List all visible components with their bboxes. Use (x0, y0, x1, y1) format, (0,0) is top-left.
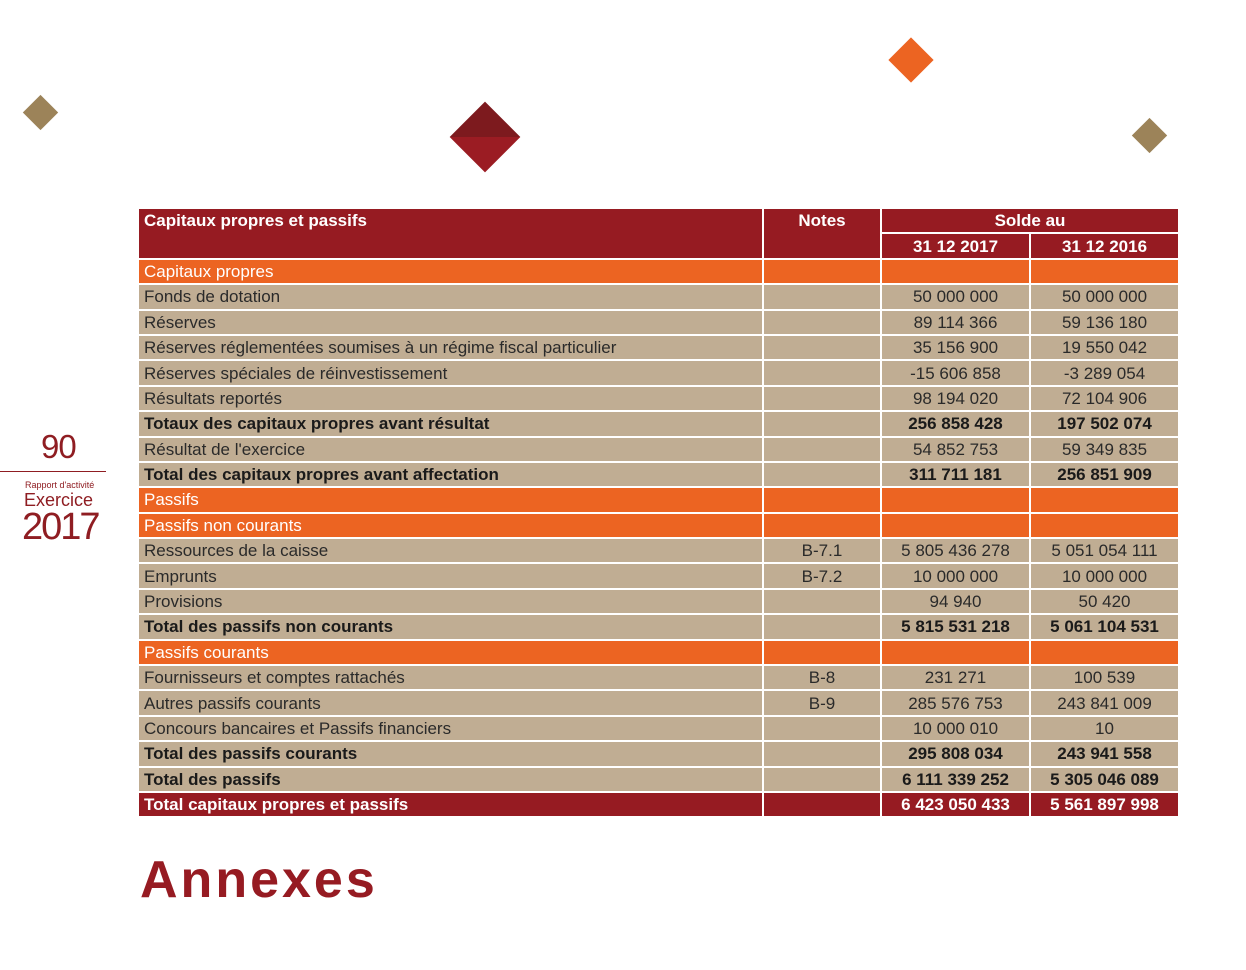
row-value-2017 (881, 487, 1030, 512)
page-number: 90 (41, 428, 76, 465)
row-value-2016: 256 851 909 (1030, 462, 1179, 487)
row-label: Total capitaux propres et passifs (138, 792, 763, 817)
row-value-2017: 10 000 010 (881, 716, 1030, 741)
table-row (138, 767, 1179, 792)
row-value-2016: 243 841 009 (1030, 690, 1179, 715)
row-value-2016: 10 000 000 (1030, 563, 1179, 588)
table-header-row (138, 208, 1179, 233)
row-value-2016: 5 061 104 531 (1030, 614, 1179, 639)
table-row (138, 741, 1179, 766)
row-value-2016: 59 136 180 (1030, 310, 1179, 335)
row-value-2017: 256 858 428 (881, 411, 1030, 436)
row-label: Emprunts (138, 563, 763, 588)
table-row (138, 513, 1179, 538)
row-value-2016: 72 104 906 (1030, 386, 1179, 411)
row-value-2017: 311 711 181 (881, 462, 1030, 487)
row-label: Totaux des capitaux propres avant résultat (138, 411, 763, 436)
row-label: Résultats reportés (138, 386, 763, 411)
row-value-2016: -3 289 054 (1030, 360, 1179, 385)
row-note (763, 437, 881, 462)
row-label: Concours bancaires et Passifs financiers (138, 716, 763, 741)
row-value-2017: 94 940 (881, 589, 1030, 614)
row-value-2017 (881, 640, 1030, 665)
header-2017: 31 12 2017 (881, 233, 1030, 258)
table-row (138, 563, 1179, 588)
row-value-2016: 5 561 897 998 (1030, 792, 1179, 817)
row-value-2017: 6 423 050 433 (881, 792, 1030, 817)
row-value-2017: 285 576 753 (881, 690, 1030, 715)
row-note (763, 259, 881, 284)
row-value-2016: 5 051 054 111 (1030, 538, 1179, 563)
row-value-2016 (1030, 259, 1179, 284)
decorative-diamond-orange (888, 37, 933, 82)
row-value-2016 (1030, 487, 1179, 512)
row-value-2017 (881, 259, 1030, 284)
row-value-2016: 10 (1030, 716, 1179, 741)
decorative-diamond-red (450, 102, 521, 173)
row-value-2017: 54 852 753 (881, 437, 1030, 462)
table-row (138, 360, 1179, 385)
rapport-label: Rapport d'activité (25, 480, 95, 490)
row-value-2016: 19 550 042 (1030, 335, 1179, 360)
row-note: B-7.1 (763, 538, 881, 563)
row-note (763, 284, 881, 309)
row-value-2017: 35 156 900 (881, 335, 1030, 360)
table-row (138, 640, 1179, 665)
row-value-2016: 243 941 558 (1030, 741, 1179, 766)
decorative-diamond-gold-left (23, 95, 58, 130)
row-label: Total des passifs (138, 767, 763, 792)
row-label: Réserves spéciales de réinvestissement (138, 360, 763, 385)
header-notes: Notes (763, 208, 881, 259)
row-value-2017: 5 805 436 278 (881, 538, 1030, 563)
row-note (763, 487, 881, 512)
table-row (138, 259, 1179, 284)
row-note (763, 335, 881, 360)
row-value-2017: -15 606 858 (881, 360, 1030, 385)
row-label: Réserves (138, 310, 763, 335)
row-value-2017: 50 000 000 (881, 284, 1030, 309)
row-value-2016 (1030, 513, 1179, 538)
row-value-2017: 5 815 531 218 (881, 614, 1030, 639)
row-label: Capitaux propres (138, 259, 763, 284)
table-row (138, 310, 1179, 335)
decorative-diamond-gold-right (1132, 118, 1167, 153)
row-label: Fournisseurs et comptes rattachés (138, 665, 763, 690)
page-divider (0, 471, 106, 472)
row-note: B-7.2 (763, 563, 881, 588)
header-2016: 31 12 2016 (1030, 233, 1179, 258)
section-title: Annexes (140, 851, 378, 909)
row-value-2016: 197 502 074 (1030, 411, 1179, 436)
table-row (138, 386, 1179, 411)
table-row (138, 792, 1179, 817)
table-row (138, 690, 1179, 715)
table-row (138, 487, 1179, 512)
table-row (138, 538, 1179, 563)
row-label: Total des passifs courants (138, 741, 763, 766)
table-row (138, 716, 1179, 741)
row-label: Total des capitaux propres avant affectation (138, 462, 763, 487)
row-label: Provisions (138, 589, 763, 614)
row-value-2017: 10 000 000 (881, 563, 1030, 588)
table-row (138, 437, 1179, 462)
row-label: Résultat de l'exercice (138, 437, 763, 462)
row-note (763, 589, 881, 614)
row-value-2017: 89 114 366 (881, 310, 1030, 335)
row-note (763, 360, 881, 385)
row-value-2016: 100 539 (1030, 665, 1179, 690)
row-note: B-8 (763, 665, 881, 690)
row-note (763, 741, 881, 766)
row-note (763, 462, 881, 487)
row-label: Réserves réglementées soumises à un régime fiscal particulier (138, 335, 763, 360)
row-label: Ressources de la caisse (138, 538, 763, 563)
row-label: Fonds de dotation (138, 284, 763, 309)
table-row (138, 589, 1179, 614)
balance-sheet-table (137, 207, 1180, 818)
header-label: Capitaux propres et passifs (138, 208, 763, 259)
row-value-2016 (1030, 640, 1179, 665)
report-year: 2017 (22, 506, 99, 548)
row-note (763, 716, 881, 741)
header-solde: Solde au (881, 208, 1179, 233)
row-note (763, 411, 881, 436)
table-row (138, 284, 1179, 309)
row-note (763, 767, 881, 792)
row-label: Passifs (138, 487, 763, 512)
row-note (763, 513, 881, 538)
row-value-2017: 6 111 339 252 (881, 767, 1030, 792)
table-row (138, 462, 1179, 487)
table-row (138, 411, 1179, 436)
row-label: Autres passifs courants (138, 690, 763, 715)
row-note (763, 792, 881, 817)
row-note (763, 386, 881, 411)
table-row (138, 335, 1179, 360)
row-value-2017: 295 808 034 (881, 741, 1030, 766)
table-row (138, 665, 1179, 690)
exercice-label: Exercice (24, 490, 94, 510)
row-value-2017: 231 271 (881, 665, 1030, 690)
row-note (763, 640, 881, 665)
row-value-2016: 50 420 (1030, 589, 1179, 614)
row-value-2017: 98 194 020 (881, 386, 1030, 411)
row-label: Total des passifs non courants (138, 614, 763, 639)
row-label: Passifs non courants (138, 513, 763, 538)
table-row (138, 614, 1179, 639)
row-value-2016: 59 349 835 (1030, 437, 1179, 462)
row-note (763, 614, 881, 639)
row-value-2016: 50 000 000 (1030, 284, 1179, 309)
row-note (763, 310, 881, 335)
row-label: Passifs courants (138, 640, 763, 665)
row-value-2016: 5 305 046 089 (1030, 767, 1179, 792)
row-note: B-9 (763, 690, 881, 715)
row-value-2017 (881, 513, 1030, 538)
